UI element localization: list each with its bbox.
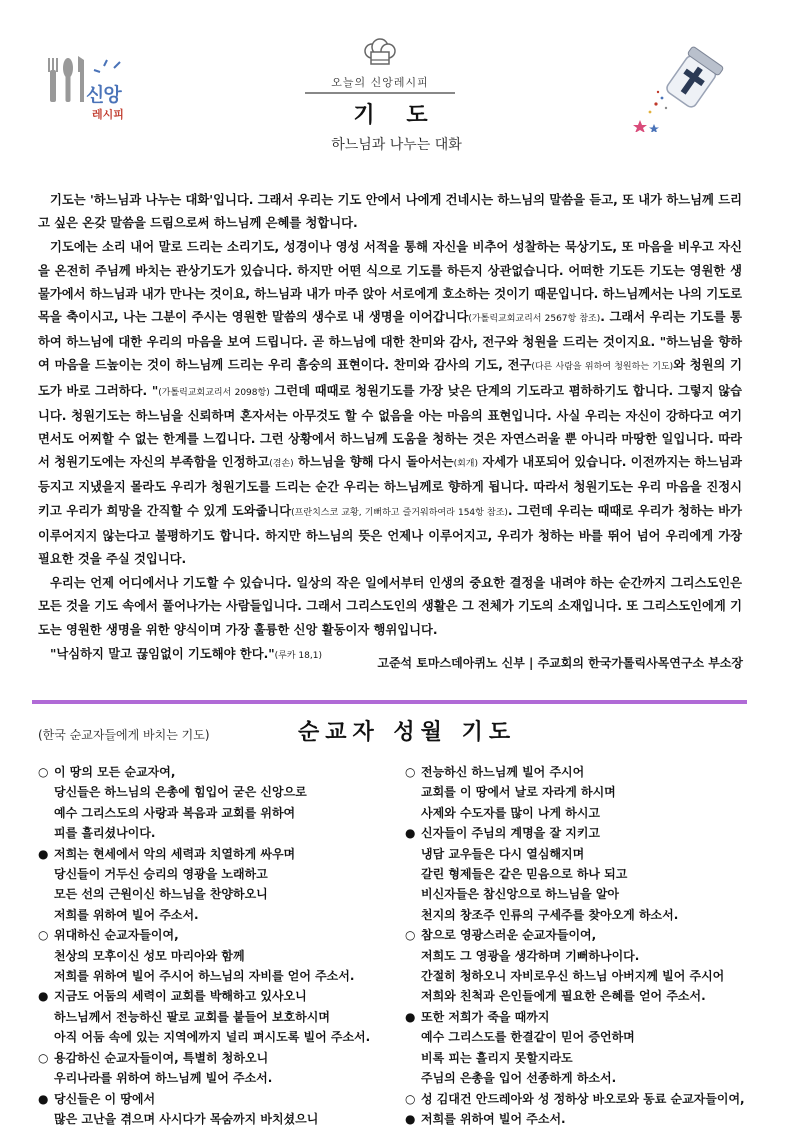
prayer-line xyxy=(405,905,765,925)
prayer-line xyxy=(405,966,765,986)
prayer-line xyxy=(38,1089,398,1109)
prayer-line xyxy=(38,1027,398,1047)
prayer-line xyxy=(38,864,398,884)
prayer-line xyxy=(405,1109,765,1129)
prayer-line-text: 용감하신 순교자들이여, 특별히 청하오니 xyxy=(54,1050,269,1065)
prayer-line xyxy=(38,844,398,864)
hollow-circle-icon: ○ xyxy=(405,1091,416,1106)
paragraph-text: 하느님을 향해 다시 돌아서는 xyxy=(293,455,454,470)
sparkle-lines-icon xyxy=(90,56,130,76)
hollow-circle-icon: ○ xyxy=(38,1050,49,1065)
prayer-line xyxy=(405,803,765,823)
filled-circle-icon: ● xyxy=(38,846,49,861)
utensils-icon xyxy=(44,52,92,104)
brand-header xyxy=(310,38,450,94)
prayer-line-text: 하느님께서 전능하신 팔로 교회를 붙들어 보호하시며 xyxy=(54,1009,330,1024)
prayer-line xyxy=(405,1027,765,1047)
prayer-line-text: 사제와 수도자를 많이 나게 하시고 xyxy=(421,805,601,820)
prayer-line xyxy=(405,1048,765,1068)
prayer-line xyxy=(405,1068,765,1088)
prayer-line xyxy=(38,782,398,802)
prayer-line-text: 비록 피는 흘리지 못할지라도 xyxy=(421,1050,573,1065)
prayer-line xyxy=(38,925,398,945)
paragraph-text: 기도는 '하느님과 나누는 대화'입니다. 그래서 우리는 기도 안에서 나에게 건네시는 하느님의 말씀을 듣고, 또 내가 하느님께 드리고 싶은 온갖 말씀을 드림으로써 하느님께 은혜를 청합니다. xyxy=(38,193,742,231)
paragraph-text: 우리는 언제 어디에서나 기도할 수 있습니다. 일상의 작은 일에서부터 인생의 중요한 결정을 내려야 하는 순간까지 그리스도인은 모든 것을 기도 속에서 풀어나가는 사람들입니다. 그래서 그리스도인의 생활은 그 전체가 기도의 소재입니다. 또 그리스도인에게 기도는 영원한 생명을 위한 양식이며 가장 훌륭한 신앙 활동이자 행위입니다. xyxy=(38,576,742,637)
paragraph-text: 와 청원의 기도가 바로 그러하다. " xyxy=(38,358,742,398)
prayer-line-text: 아직 어둠 속에 있는 지역에까지 널리 펴시도록 빌어 주소서. xyxy=(54,1030,371,1045)
prayer-line-text: 당신들은 하느님의 은총에 힘입어 굳은 신앙으로 xyxy=(54,785,307,800)
citation-note: (회개) xyxy=(453,459,479,470)
prayer-line xyxy=(38,762,398,782)
prayer-line xyxy=(38,1048,398,1068)
citation-note: (가톨릭교회교리서 2098항) xyxy=(158,387,270,398)
prayer-line-text: 냉담 교우들은 다시 열심해지며 xyxy=(421,846,585,861)
prayer-line xyxy=(405,823,765,843)
prayer-line xyxy=(38,1109,398,1129)
article-paragraph-3 xyxy=(38,572,742,642)
author-credit: 고준석 토마스데아퀴노 신부 | 주교회의 한국가톨릭사목연구소 부소장 xyxy=(377,656,743,670)
prayer-line-text: 전능하신 하느님께 빌어 주시어 xyxy=(421,765,585,779)
quote-text: "낙심하지 말고 끊임없이 기도해야 한다." xyxy=(50,646,275,661)
prayer-line-text: 당신들은 이 땅에서 xyxy=(54,1091,156,1106)
prayer-line-text: 지금도 어둠의 세력이 교회를 박해하고 있사오니 xyxy=(54,989,307,1004)
prayer-line xyxy=(38,986,398,1006)
prayer-line-text: 간절히 청하오니 자비로우신 하느님 아버지께 빌어 주시어 xyxy=(421,969,725,984)
prayer-line xyxy=(405,1089,765,1109)
logo-word-recipe: 레시피 xyxy=(92,108,124,121)
prayer-line xyxy=(405,946,765,966)
prayer-line-text: 위대하신 순교자들이여, xyxy=(54,928,179,943)
prayer-line-text: 주님의 은총을 입어 선종하게 하소서. xyxy=(421,1071,617,1086)
paragraph-text: . 그런데 우리는 때때로 우리가 청하는 바가 이루어지지 않는다고 불평하기도 합니다. 하지만 하느님의 뜻은 언제나 이루어지고, 우리가 청하는 바를 뛰어 넘어 우리에게 가장 필요한 것을 주실 것입니다. xyxy=(38,503,742,567)
prayer-line xyxy=(405,1007,765,1027)
prayer-line-text: 신자들이 주님의 계명을 잘 지키고 xyxy=(421,826,601,841)
prayer-line-text: 피를 흘리셨나이다. xyxy=(54,826,156,841)
prayer-line-text: 갈린 형제들은 같은 믿음으로 하나 되고 xyxy=(421,867,628,882)
prayer-line-text: 당신들이 거두신 승리의 영광을 노래하고 xyxy=(54,867,268,882)
hollow-circle-icon: ○ xyxy=(405,765,416,779)
citation-note: (겸손) xyxy=(269,459,294,470)
prayer-line-text: 또한 저희가 죽을 때까지 xyxy=(421,1009,550,1024)
prayer-line-text: 예수 그리스도를 한결같이 믿어 증언하며 xyxy=(421,1030,635,1045)
prayer-line-text: 저희와 친척과 은인들에게 필요한 은혜를 얻어 주소서. xyxy=(421,989,706,1004)
article-body xyxy=(38,189,742,669)
prayer-line xyxy=(38,1068,398,1088)
prayer-title: 순교자 성월 기도 xyxy=(298,719,517,745)
prayer-column-right xyxy=(405,762,765,1129)
prayer-line xyxy=(405,762,765,782)
brand-underline xyxy=(305,92,455,94)
prayer-line xyxy=(38,823,398,843)
prayer-line xyxy=(38,905,398,925)
filled-circle-icon: ● xyxy=(405,1009,416,1024)
paragraph-text: . 그래서 우리는 기도를 통하여 하느님에 대한 우리의 마음을 보여 드립니다. 곧 하느님에 대한 찬미와 감사, 전구와 청원을 드리는 것이지요. "하느님을 향하여 마음을 드높이는 것이 하느님께 드리는 우리 흠숭의 표현이다. 찬미와 감사의 기도, 전구 xyxy=(38,310,742,373)
hollow-circle-icon: ○ xyxy=(405,928,416,943)
prayer-line-text: 많은 고난을 겪으며 사시다가 목숨까지 바치셨으니 xyxy=(54,1111,319,1126)
prayer-line-text: 저희는 현세에서 악의 세력과 치열하게 싸우며 xyxy=(54,846,296,861)
prayer-line xyxy=(405,844,765,864)
prayer-line xyxy=(38,946,398,966)
hollow-circle-icon: ○ xyxy=(38,928,49,943)
filled-circle-icon: ● xyxy=(38,1091,49,1106)
page-subtitle: 하느님과 나누는 대화 xyxy=(331,137,462,153)
filled-circle-icon: ● xyxy=(405,1111,416,1126)
chef-hat-icon xyxy=(363,38,397,68)
article-paragraph-2 xyxy=(38,236,742,571)
citation-note: (다른 사람을 위하여 청원하는 기도) xyxy=(531,362,674,373)
prayer-line-text: 예수 그리스도의 사랑과 복음과 교회를 위하여 xyxy=(54,805,296,820)
prayer-line-text: 참으로 영광스러운 순교자들이여, xyxy=(421,928,597,943)
page-title: 기 도 xyxy=(353,103,440,128)
prayer-line xyxy=(38,1007,398,1027)
paragraph-text: 기도에는 소리 내어 말로 드리는 소리기도, 성경이나 영성 서적을 통해 자신을 비추어 성찰하는 묵상기도, 또 마음을 비우고 자신을 온전히 주님께 바치는 관상기도가 있습니다. 하지만 어떤 식으로 기도를 하든지 상관없습니다. 어떠한 기도든 기도는 영원한 생물가에서 하느님과 내가 만나는 것이요, 하느님과 내가 마주 앉아 서로에게 호소하는 것이기 때문입니다. 하느님께서는 나의 기도로 목을 축이시고, 나는 그분이 주시는 영원한 말씀의 생수로 내 생명을 이어갑니다 xyxy=(38,240,742,325)
prayer-line-text: 우리나라를 위하여 하느님께 빌어 주소서. xyxy=(54,1071,273,1086)
quote-reference: (루카 18,1) xyxy=(274,650,322,661)
prayer-line-text: 저희를 위하여 빌어 주소서. xyxy=(421,1111,566,1126)
filled-circle-icon: ● xyxy=(38,989,49,1004)
paragraph-text: 그런데 때때로 청원기도를 가장 낮은 단계의 기도라고 폄하하기도 합니다. 그렇지 않습니다. 청원기도는 하느님을 신뢰하며 혼자서는 아무것도 할 수 없음을 아는 마음의 표현입니다. 사실 우리는 자신이 강하다고 여기면서도 어찌할 수 없는 한계를 느낍니다. 그런 상황에서 하느님께 도움을 청하는 것은 자연스러울 뿐 아니라 마땅한 일입니다. 따라서 청원기도에는 자신의 부족함을 인정하고 xyxy=(38,383,742,470)
hollow-circle-icon: ○ xyxy=(38,765,49,779)
prayer-line-text: 이 땅의 모든 순교자여, xyxy=(54,765,176,779)
prayer-line-text: 비신자들은 참신앙으로 하느님을 알아 xyxy=(421,887,620,902)
prayer-line xyxy=(38,803,398,823)
article-paragraph-1 xyxy=(38,189,742,235)
paragraph-text: 자세가 내포되어 있습니다. 이전까지는 하느님과 등지고 지냈을지 몰라도 우리가 청원기도를 드리는 순간 우리는 하느님께로 향하게 됩니다. 따라서 청원기도는 우리 마음을 진정시키고 우리가 희망을 간직할 수 있게 도와줍니다 xyxy=(38,455,743,518)
prayer-line-text: 저희를 위하여 빌어 주소서. xyxy=(54,907,199,922)
prayer-line-text: 모든 선의 근원이신 하느님을 찬양하오니 xyxy=(54,887,268,902)
prayer-line xyxy=(405,925,765,945)
prayer-line xyxy=(405,884,765,904)
prayer-line xyxy=(38,966,398,986)
prayer-line xyxy=(38,884,398,904)
prayer-line xyxy=(405,782,765,802)
logo-word-faith: 신앙 xyxy=(86,84,121,106)
prayer-line-text: 교회를 이 땅에서 날로 자라게 하시며 xyxy=(421,785,616,800)
citation-note: (프란치스코 교황, 기뻐하고 즐거워하여라 154항 참조) xyxy=(291,507,508,518)
filled-circle-icon: ● xyxy=(405,826,416,841)
prayer-line-text: 천지의 창조주 인류의 구세주를 찾아오게 하소서. xyxy=(421,907,679,922)
prayer-column-left xyxy=(38,762,398,1129)
section-divider xyxy=(32,700,747,704)
prayer-line-text: 저희도 그 영광을 생각하며 기뻐하나이다. xyxy=(421,948,640,963)
prayer-note: (한국 순교자들에게 바치는 기도) xyxy=(38,728,210,742)
prayer-line-text: 저희를 위하여 빌어 주시어 하느님의 자비를 얻어 주소서. xyxy=(54,969,355,984)
citation-note: (가톨릭교회교리서 2567항 참조) xyxy=(468,314,601,325)
prayer-line xyxy=(405,986,765,1006)
salt-shaker-cross-icon xyxy=(632,42,742,132)
prayer-line xyxy=(405,864,765,884)
prayer-line-text: 성 김대건 안드레아와 성 정하상 바오로와 동료 순교자들이여, xyxy=(421,1091,745,1106)
brand-text: 오늘의 신앙레시피 xyxy=(331,76,429,89)
prayer-line-text: 천상의 모후이신 성모 마리아와 함께 xyxy=(54,948,245,963)
